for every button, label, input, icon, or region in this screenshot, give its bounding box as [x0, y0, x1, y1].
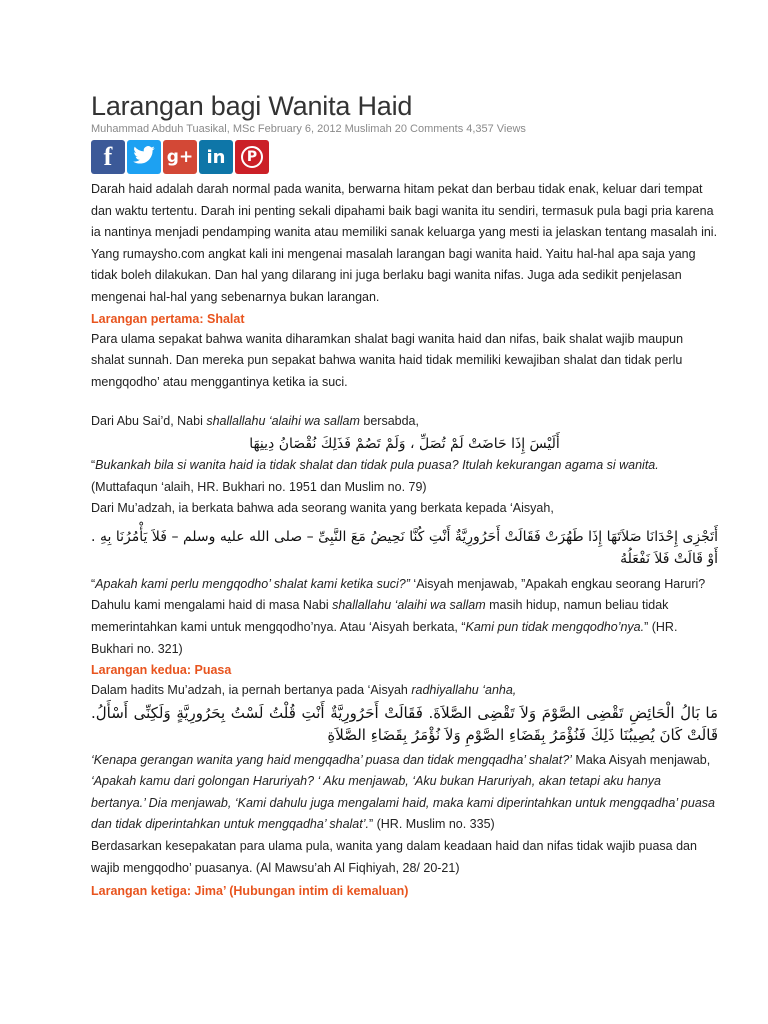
section-heading-jima: Larangan ketiga: Jima’ (Hubungan intim di kemaluan) — [91, 884, 409, 899]
facebook-icon: f — [103, 142, 113, 171]
meta-views: 4,357 Views — [466, 123, 526, 135]
puasa-body: Berdasarkan kesepakatan para ulama pula, wanita yang dalam keadaan haid dan nifas tidak wajib puasa dan wajib mengqodho’ puasanya. (Al Mawsu’ah Al Fiqhiyah, 28/ 20-21) — [91, 839, 697, 875]
twitter-share-button[interactable] — [127, 140, 161, 174]
hadith1-intro-end: bersabda, — [359, 414, 419, 429]
hadith1-arabic: أَلَيْسَ إِذَا حَاضَتْ لَمْ تُصَلِّ ، وَلَمْ تَصُمْ فَذَلِكَ نُقْصَانُ دِينِهَا — [249, 435, 560, 452]
hadith2-answer-cont: masih hidup, namun beliau tidak memerintahkan kami untuk mengqodho’nya. Atau ‘Aisyah berkata, “ — [91, 598, 669, 634]
hadith1-reference: (Muttafaqun ‘alaih, HR. Bukhari no. 1951 dan Muslim no. 79) — [91, 479, 427, 494]
meta-category[interactable]: Muslimah — [344, 123, 392, 135]
meta-author[interactable]: Muhammad Abduh Tuasikal, MSc — [91, 123, 255, 135]
hadith1-translation — [91, 455, 718, 477]
quote-mark: “ — [91, 576, 96, 591]
hadith1-intro-text: Dari Abu Sai’d, Nabi — [91, 414, 207, 429]
hadith2-quote: Kami pun tidak mengqodho’nya. — [465, 619, 645, 634]
puasa-answer: ‘Apakah kamu dari golongan Haruriyah? ‘ Aku menjawab, ‘Aku bukan Haruriyah, akan tetapi aku hanya bertanya.’ Dia menjawab, ‘Kami dahulu juga mengalami haid, maka kami diperintahkan untuk mengqadha’ puasa dan tidak diperintahkan untuk mengqadha’ shalat’. — [91, 774, 715, 832]
puasa-hadith-arabic: مَا بَالُ الْحَائِضِ تَقْضِى الصَّوْمَ وَلاَ تَقْضِى الصَّلاَةَ. فَقَالَتْ أَحَرُورِيَّةٌ أَنْتِ قُلْتُ لَسْتُ بِحَرُورِيَّةٍ وَلَكِنِّى أَسْأَلُ. قَالَتْ كَانَ يُصِيبُنَا ذَلِكَ فَنُؤْمَرُ بِقَضَاءِ الصَّوْمِ وَلاَ نُؤْمَرُ بِقَضَاءِ الصَّلاَةِ — [91, 703, 718, 744]
google-plus-icon: g+ — [166, 147, 194, 167]
twitter-icon — [133, 145, 155, 169]
hadith1-translation-text: Bukankah bila si wanita haid ia tidak shalat dan tidak pula puasa? Itulah kekurangan agama si wanita. — [95, 457, 659, 472]
hadith2-arabic: أَتَجْزِى إِحْدَانَا صَلاَتَهَا إِذَا طَهُرَتْ فَقَالَتْ أَحَرُورِيَّةٌ أَنْتِ كُنَّا نَحِيضُ مَعَ النَّبِىِّ – صلى الله عليه وسلم – فَلاَ يَأْمُرُنَا بِهِ . أَوْ قَالَتْ فَلاَ نَفْعَلُهُ — [91, 528, 718, 567]
hadith2-question: Apakah kami perlu mengqodho’ shalat kami ketika suci?” — [95, 576, 410, 591]
meta-date: February 6, 2012 — [257, 123, 342, 135]
puasa-question: ‘Kenapa gerangan wanita yang haid mengqadha’ puasa dan tidak mengqadha’ shalat?’ — [91, 752, 572, 767]
facebook-share-button[interactable] — [91, 140, 125, 174]
hadith2-translation — [91, 574, 718, 660]
section-heading-shalat: Larangan pertama: Shalat — [91, 311, 245, 326]
hadith1-intro-salawat: shallallahu ‘alaihi wa sallam — [206, 414, 360, 429]
pinterest-letter: P — [246, 149, 258, 165]
intro-paragraph: Darah haid adalah darah normal pada wanita, berwarna hitam pekat dan berbau tidak enak, keluar dari tempat dan waktu tertentu. Darah ini penting sekali dipahami baik bagi wanita itu sendiri, termasuk pula bagi pria karena ia nantinya menjadi pendamping wanita atau memiliki sanak keluarga yang mesti ia jelaskan tentang masalah ini. Yang rumaysho.com angkat kali ini mengenai masalah larangan bagi wanita haid. Yaitu hal-hal apa saja yang tidak boleh dilakukan. Dan hal yang dilarang ini juga berlaku bagi wanita nifas. Juga ada sedikit penjelasan mengenai hal-hal yang sebenarnya bukan larangan. — [91, 182, 718, 304]
hadith2-salawat: shallallahu ‘alaihi wa sallam — [332, 598, 486, 613]
hadith2-reference: ” (HR. Bukhari no. 321) — [91, 619, 678, 656]
meta-comments[interactable]: 20 Comments — [394, 123, 464, 135]
article-title: Larangan bagi Wanita Haid — [91, 91, 413, 121]
quote-mark: “ — [91, 457, 96, 472]
puasa-reference: ” (HR. Muslim no. 335) — [368, 817, 495, 832]
puasa-answer-lead: Maka Aisyah menjawab, — [571, 752, 711, 767]
puasa-intro-radhiyallahu: radhiyallahu ‘anha, — [411, 683, 517, 698]
puasa-translation — [91, 750, 718, 836]
linkedin-share-button[interactable] — [199, 140, 233, 174]
puasa-intro — [91, 680, 718, 702]
puasa-intro-text: Dalam hadits Mu’adzah, ia pernah bertanya pada ‘Aisyah — [91, 683, 412, 698]
article-meta — [91, 122, 718, 136]
shalat-body: Para ulama sepakat bahwa wanita diharamkan shalat bagi wanita haid dan nifas, baik shalat wajib maupun shalat sunnah. Dan mereka pun sepakat bahwa wanita haid tidak memiliki kewajiban shalat dan tidak perlu mengqodho’ atau menggantinya ketika ia suci. — [91, 331, 684, 389]
section-heading-puasa: Larangan kedua: Puasa — [91, 663, 232, 678]
social-share-bar — [91, 140, 718, 174]
pinterest-share-button[interactable] — [235, 140, 269, 174]
spacer — [91, 393, 718, 411]
linkedin-icon: in — [206, 146, 226, 168]
google-plus-share-button[interactable] — [163, 140, 197, 174]
hadith2-intro: Dari Mu’adzah, ia berkata bahwa ada seorang wanita yang berkata kepada ‘Aisyah, — [91, 501, 554, 516]
hadith1-intro — [91, 411, 718, 433]
hadith2-answer: ‘Aisyah menjawab, ”Apakah engkau seorang Haruri? Dahulu kami mengalami haid di masa Nabi — [91, 576, 706, 613]
pinterest-icon — [241, 146, 263, 168]
